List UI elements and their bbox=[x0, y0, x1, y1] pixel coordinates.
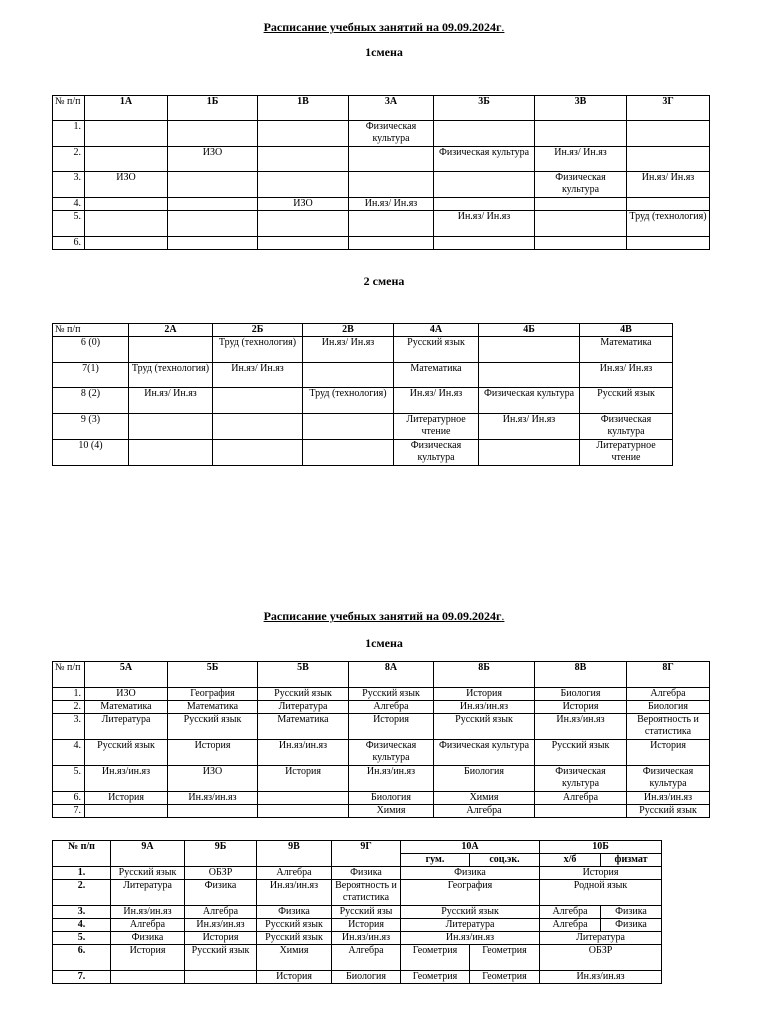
column-header: 5Б bbox=[168, 662, 258, 688]
lesson-cell: Алгебра bbox=[434, 805, 535, 818]
table-row bbox=[53, 388, 673, 414]
lesson-cell: Математика bbox=[394, 363, 479, 388]
lesson-cell-10b: Родной язык bbox=[540, 880, 662, 906]
lesson-number: 10 (4) bbox=[53, 440, 129, 466]
lesson-cell: Труд (технология) bbox=[129, 363, 213, 388]
column-header: 3В bbox=[535, 96, 627, 121]
lesson-cell: История bbox=[349, 714, 434, 740]
lesson-number: 6. bbox=[53, 945, 111, 971]
lesson-number: 9 (3) bbox=[53, 414, 129, 440]
lesson-number: 6. bbox=[53, 237, 85, 250]
column-header: 9А bbox=[111, 841, 185, 867]
table-row bbox=[53, 766, 710, 792]
column-header: № п/п bbox=[53, 96, 85, 121]
lesson-cell: Физическая культура bbox=[349, 121, 434, 147]
lesson-cell: Ин.яз/ин.яз bbox=[257, 880, 332, 906]
lesson-cell: Литературное чтение bbox=[394, 414, 479, 440]
lesson-cell bbox=[258, 147, 349, 172]
column-header: 10А bbox=[401, 841, 540, 854]
lesson-number: 3. bbox=[53, 906, 111, 919]
page-title-1 bbox=[0, 20, 768, 35]
column-header: 4В bbox=[580, 324, 673, 337]
lesson-cell bbox=[535, 237, 627, 250]
lesson-cell: Вероятность и статистика bbox=[627, 714, 710, 740]
lesson-cell: История bbox=[85, 792, 168, 805]
lesson-cell: Ин.яз/ Ин.яз bbox=[535, 147, 627, 172]
table-row bbox=[53, 880, 662, 906]
table-row bbox=[53, 363, 673, 388]
lesson-cell: Ин.яз/ин.яз bbox=[332, 932, 401, 945]
lesson-cell bbox=[627, 198, 710, 211]
lesson-cell: Русский язык bbox=[394, 337, 479, 363]
column-header: 2В bbox=[303, 324, 394, 337]
lesson-number: 2. bbox=[53, 880, 111, 906]
lesson-cell: Алгебра bbox=[349, 701, 434, 714]
schedule-table-2 bbox=[52, 323, 673, 466]
lesson-cell: Физика bbox=[111, 932, 185, 945]
lesson-cell bbox=[185, 971, 257, 984]
lesson-cell bbox=[258, 805, 349, 818]
lesson-cell: Ин.яз/ин.яз bbox=[258, 740, 349, 766]
lesson-cell: Ин.яз/ин.яз bbox=[349, 766, 434, 792]
column-header: 1Б bbox=[168, 96, 258, 121]
lesson-cell: Алгебра bbox=[185, 906, 257, 919]
lesson-number: 2. bbox=[53, 147, 85, 172]
table-row bbox=[53, 337, 673, 363]
lesson-cell: История bbox=[257, 971, 332, 984]
lesson-number: 3. bbox=[53, 714, 85, 740]
lesson-cell bbox=[129, 414, 213, 440]
column-header: 3Б bbox=[434, 96, 535, 121]
lesson-cell: Русский язык bbox=[185, 945, 257, 971]
column-header: 2А bbox=[129, 324, 213, 337]
table-row bbox=[53, 688, 710, 701]
table-row bbox=[53, 945, 662, 971]
lesson-cell: Вероятность и статистика bbox=[332, 880, 401, 906]
column-header: 8В bbox=[535, 662, 627, 688]
lesson-cell: Физическая культура bbox=[580, 414, 673, 440]
lesson-cell: Биология bbox=[434, 766, 535, 792]
lesson-cell: Русский язык bbox=[580, 388, 673, 414]
lesson-cell: Физика bbox=[332, 867, 401, 880]
lesson-cell-10b-hb: Алгебра bbox=[540, 906, 601, 919]
lesson-cell bbox=[213, 388, 303, 414]
lesson-cell: Биология bbox=[349, 792, 434, 805]
lesson-cell: Ин.яз/ Ин.яз bbox=[394, 388, 479, 414]
table-row bbox=[53, 440, 673, 466]
lesson-cell bbox=[349, 147, 434, 172]
column-header: 4Б bbox=[479, 324, 580, 337]
lesson-cell-10b: Литература bbox=[540, 932, 662, 945]
page-title-dot: . bbox=[501, 609, 505, 623]
column-header: 1В bbox=[258, 96, 349, 121]
lesson-cell bbox=[535, 121, 627, 147]
lesson-cell: Труд (технология) bbox=[303, 388, 394, 414]
lesson-cell: ИЗО bbox=[85, 172, 168, 198]
column-subheader: гум. bbox=[401, 854, 470, 867]
lesson-cell bbox=[434, 121, 535, 147]
lesson-cell: Литература bbox=[111, 880, 185, 906]
lesson-cell: Ин.яз/ Ин.яз bbox=[434, 211, 535, 237]
lesson-number: 8 (2) bbox=[53, 388, 129, 414]
lesson-number: 7(1) bbox=[53, 363, 129, 388]
lesson-cell: Математика bbox=[85, 701, 168, 714]
lesson-cell: История bbox=[168, 740, 258, 766]
lesson-cell: Ин.яз/ин.яз bbox=[85, 766, 168, 792]
lesson-cell bbox=[349, 211, 434, 237]
lesson-cell: ИЗО bbox=[168, 766, 258, 792]
column-header: 8Б bbox=[434, 662, 535, 688]
lesson-cell bbox=[168, 198, 258, 211]
lesson-cell: Физическая культура bbox=[434, 147, 535, 172]
lesson-cell: Биология bbox=[535, 688, 627, 701]
table-row bbox=[53, 172, 710, 198]
lesson-cell: Химия bbox=[434, 792, 535, 805]
table-row bbox=[53, 740, 710, 766]
lesson-cell-10a-soc: Геометрия bbox=[470, 971, 540, 984]
lesson-cell: Алгебра bbox=[257, 867, 332, 880]
lesson-cell: Алгебра bbox=[627, 688, 710, 701]
lesson-cell: История bbox=[434, 688, 535, 701]
page-title-dot: . bbox=[501, 20, 505, 34]
schedule-table-1 bbox=[52, 95, 710, 250]
column-header: 3Г bbox=[627, 96, 710, 121]
lesson-cell bbox=[168, 805, 258, 818]
table-row bbox=[53, 805, 710, 818]
lesson-cell-10b-fizmat: Физика bbox=[601, 906, 662, 919]
column-header: 3А bbox=[349, 96, 434, 121]
column-header: 10Б bbox=[540, 841, 662, 854]
lesson-cell: Физическая культура bbox=[349, 740, 434, 766]
lesson-cell bbox=[258, 237, 349, 250]
shift-2-heading: 2 смена bbox=[363, 274, 405, 288]
lesson-cell bbox=[535, 198, 627, 211]
lesson-number: 4. bbox=[53, 740, 85, 766]
lesson-cell bbox=[168, 121, 258, 147]
lesson-number: 6. bbox=[53, 792, 85, 805]
table-row bbox=[53, 971, 662, 984]
lesson-cell: Ин.яз/ин.яз bbox=[434, 701, 535, 714]
lesson-cell: Труд (технология) bbox=[213, 337, 303, 363]
lesson-number: 4. bbox=[53, 919, 111, 932]
lesson-cell bbox=[349, 172, 434, 198]
lesson-cell: Ин.яз/ Ин.яз bbox=[479, 414, 580, 440]
lesson-cell bbox=[627, 121, 710, 147]
column-header: 5А bbox=[85, 662, 168, 688]
table-row bbox=[53, 792, 710, 805]
lesson-cell bbox=[258, 121, 349, 147]
lesson-cell: История bbox=[185, 932, 257, 945]
lesson-cell bbox=[434, 237, 535, 250]
table-row bbox=[53, 919, 662, 932]
lesson-cell: ИЗО bbox=[258, 198, 349, 211]
lesson-cell: Ин.яз/ин.яз bbox=[535, 714, 627, 740]
lesson-cell-10a: Литература bbox=[401, 919, 540, 932]
lesson-cell-10a: Русский язык bbox=[401, 906, 540, 919]
lesson-number: 5. bbox=[53, 766, 85, 792]
shift-1-heading: 1смена bbox=[365, 45, 403, 59]
lesson-cell: Русский язык bbox=[168, 714, 258, 740]
lesson-cell: Ин.яз/ Ин.яз bbox=[580, 363, 673, 388]
lesson-cell: Физика bbox=[185, 880, 257, 906]
lesson-cell: История bbox=[111, 945, 185, 971]
lesson-cell: Математика bbox=[168, 701, 258, 714]
page-title-2 bbox=[0, 609, 768, 624]
lesson-cell: Русский язык bbox=[434, 714, 535, 740]
lesson-number: 5. bbox=[53, 211, 85, 237]
column-header: № п/п bbox=[53, 841, 111, 867]
lesson-cell bbox=[434, 198, 535, 211]
column-header: 2Б bbox=[213, 324, 303, 337]
table-row bbox=[53, 867, 662, 880]
lesson-cell bbox=[479, 440, 580, 466]
lesson-cell: Русский язык bbox=[627, 805, 710, 818]
column-subheader: физмат bbox=[601, 854, 662, 867]
table-row bbox=[53, 906, 662, 919]
column-header: 9Г bbox=[332, 841, 401, 867]
column-header: 5В bbox=[258, 662, 349, 688]
lesson-cell-10b: История bbox=[540, 867, 662, 880]
lesson-cell: История bbox=[535, 701, 627, 714]
lesson-number: 7. bbox=[53, 971, 111, 984]
lesson-number: 7. bbox=[53, 805, 85, 818]
lesson-cell: Физическая культура bbox=[535, 172, 627, 198]
table-row bbox=[53, 198, 710, 211]
lesson-cell: Физическая культура bbox=[434, 740, 535, 766]
lesson-cell: Математика bbox=[258, 714, 349, 740]
column-header: 1А bbox=[85, 96, 168, 121]
lesson-cell: История bbox=[258, 766, 349, 792]
lesson-cell bbox=[258, 172, 349, 198]
lesson-cell: Ин.яз/ин.яз bbox=[168, 792, 258, 805]
lesson-cell: Физическая культура bbox=[394, 440, 479, 466]
header-row bbox=[53, 841, 662, 854]
lesson-cell: Математика bbox=[580, 337, 673, 363]
lesson-cell bbox=[129, 337, 213, 363]
lesson-cell bbox=[85, 211, 168, 237]
lesson-cell-10b: Ин.яз/ин.яз bbox=[540, 971, 662, 984]
lesson-number: 4. bbox=[53, 198, 85, 211]
lesson-number: 5. bbox=[53, 932, 111, 945]
lesson-cell bbox=[479, 363, 580, 388]
lesson-cell bbox=[111, 971, 185, 984]
lesson-cell bbox=[349, 237, 434, 250]
page-title-text: Расписание учебных занятий на 09.09.2024г bbox=[263, 609, 502, 623]
lesson-cell: Ин.яз/ Ин.яз bbox=[627, 172, 710, 198]
lesson-cell bbox=[85, 237, 168, 250]
column-header: 9Б bbox=[185, 841, 257, 867]
column-header: 9В bbox=[257, 841, 332, 867]
lesson-cell: Ин.яз/ Ин.яз bbox=[349, 198, 434, 211]
lesson-cell bbox=[213, 440, 303, 466]
lesson-number: 1. bbox=[53, 688, 85, 701]
header-row bbox=[53, 662, 710, 688]
column-header: № п/п bbox=[53, 324, 129, 337]
lesson-cell-10a-soc: Геометрия bbox=[470, 945, 540, 971]
lesson-cell: Физическая культура bbox=[479, 388, 580, 414]
lesson-cell-10a-gum: Геометрия bbox=[401, 971, 470, 984]
lesson-cell-10b-fizmat: Физика bbox=[601, 919, 662, 932]
table-row bbox=[53, 211, 710, 237]
lesson-cell bbox=[213, 414, 303, 440]
lesson-cell bbox=[303, 363, 394, 388]
lesson-cell: Физика bbox=[257, 906, 332, 919]
lesson-cell bbox=[627, 147, 710, 172]
table-row bbox=[53, 701, 710, 714]
lesson-cell bbox=[85, 805, 168, 818]
lesson-cell bbox=[168, 237, 258, 250]
lesson-cell: Русский язык bbox=[535, 740, 627, 766]
lesson-cell-10a-gum: Геометрия bbox=[401, 945, 470, 971]
lesson-cell bbox=[85, 198, 168, 211]
lesson-cell-10a: Физика bbox=[401, 867, 540, 880]
lesson-cell: Алгебра bbox=[535, 792, 627, 805]
lesson-cell: Русский язык bbox=[257, 932, 332, 945]
lesson-cell bbox=[258, 792, 349, 805]
table-row bbox=[53, 147, 710, 172]
lesson-number: 6 (0) bbox=[53, 337, 129, 363]
table-row bbox=[53, 714, 710, 740]
lesson-cell: География bbox=[168, 688, 258, 701]
lesson-cell: Ин.яз/ Ин.яз bbox=[303, 337, 394, 363]
lesson-cell bbox=[303, 440, 394, 466]
column-header: 8Г bbox=[627, 662, 710, 688]
page-title-text: Расписание учебных занятий на 09.09.2024г bbox=[263, 20, 502, 34]
lesson-cell: Русский язык bbox=[258, 688, 349, 701]
lesson-cell-10a: Ин.яз/ин.яз bbox=[401, 932, 540, 945]
lesson-cell-10b: ОБЗР bbox=[540, 945, 662, 971]
lesson-cell: Физическая культура bbox=[627, 766, 710, 792]
lesson-number: 3. bbox=[53, 172, 85, 198]
column-header: № п/п bbox=[53, 662, 85, 688]
lesson-number: 1. bbox=[53, 867, 111, 880]
lesson-cell bbox=[258, 211, 349, 237]
lesson-cell bbox=[85, 121, 168, 147]
lesson-cell: Ин.яз/ин.яз bbox=[627, 792, 710, 805]
lesson-cell: История bbox=[627, 740, 710, 766]
header-row bbox=[53, 96, 710, 121]
lesson-cell: Биология bbox=[332, 971, 401, 984]
lesson-cell: Алгебра bbox=[332, 945, 401, 971]
lesson-cell: Русский язык bbox=[85, 740, 168, 766]
lesson-cell: Русский язы bbox=[332, 906, 401, 919]
lesson-cell bbox=[168, 211, 258, 237]
lesson-cell: Литературное чтение bbox=[580, 440, 673, 466]
lesson-cell: История bbox=[332, 919, 401, 932]
lesson-cell: ОБЗР bbox=[185, 867, 257, 880]
lesson-cell bbox=[535, 805, 627, 818]
lesson-cell: Ин.яз/ Ин.яз bbox=[213, 363, 303, 388]
lesson-cell: Химия bbox=[257, 945, 332, 971]
lesson-cell: Ин.яз/ин.яз bbox=[185, 919, 257, 932]
lesson-cell: Русский язык bbox=[111, 867, 185, 880]
lesson-cell: Ин.яз/ Ин.яз bbox=[129, 388, 213, 414]
lesson-cell bbox=[479, 337, 580, 363]
table-row bbox=[53, 237, 710, 250]
table-row bbox=[53, 121, 710, 147]
lesson-number: 2. bbox=[53, 701, 85, 714]
lesson-cell: Ин.яз/ин.яз bbox=[111, 906, 185, 919]
lesson-cell: ИЗО bbox=[168, 147, 258, 172]
column-subheader: соц.эк. bbox=[470, 854, 540, 867]
column-header: 4А bbox=[394, 324, 479, 337]
lesson-cell bbox=[627, 237, 710, 250]
table-row bbox=[53, 932, 662, 945]
lesson-cell bbox=[535, 211, 627, 237]
lesson-cell bbox=[168, 172, 258, 198]
header-row bbox=[53, 324, 673, 337]
lesson-cell bbox=[434, 172, 535, 198]
schedule-table-4 bbox=[52, 840, 662, 984]
lesson-cell: ИЗО bbox=[85, 688, 168, 701]
lesson-cell bbox=[129, 440, 213, 466]
lesson-cell: Физическая культура bbox=[535, 766, 627, 792]
lesson-cell: Алгебра bbox=[111, 919, 185, 932]
lesson-cell bbox=[85, 147, 168, 172]
lesson-cell: Химия bbox=[349, 805, 434, 818]
lesson-cell-10b-hb: Алгебра bbox=[540, 919, 601, 932]
lesson-cell: Литература bbox=[85, 714, 168, 740]
column-header: 8А bbox=[349, 662, 434, 688]
lesson-cell bbox=[303, 414, 394, 440]
lesson-cell: Литература bbox=[258, 701, 349, 714]
shift-1-heading-page2: 1смена bbox=[365, 636, 403, 650]
column-subheader: х/б bbox=[540, 854, 601, 867]
lesson-cell: Биология bbox=[627, 701, 710, 714]
lesson-cell: Русский язык bbox=[349, 688, 434, 701]
table-row bbox=[53, 414, 673, 440]
lesson-number: 1. bbox=[53, 121, 85, 147]
lesson-cell-10a: География bbox=[401, 880, 540, 906]
lesson-cell: Труд (технология) bbox=[627, 211, 710, 237]
lesson-cell: Русский язык bbox=[257, 919, 332, 932]
schedule-table-3 bbox=[52, 661, 710, 818]
